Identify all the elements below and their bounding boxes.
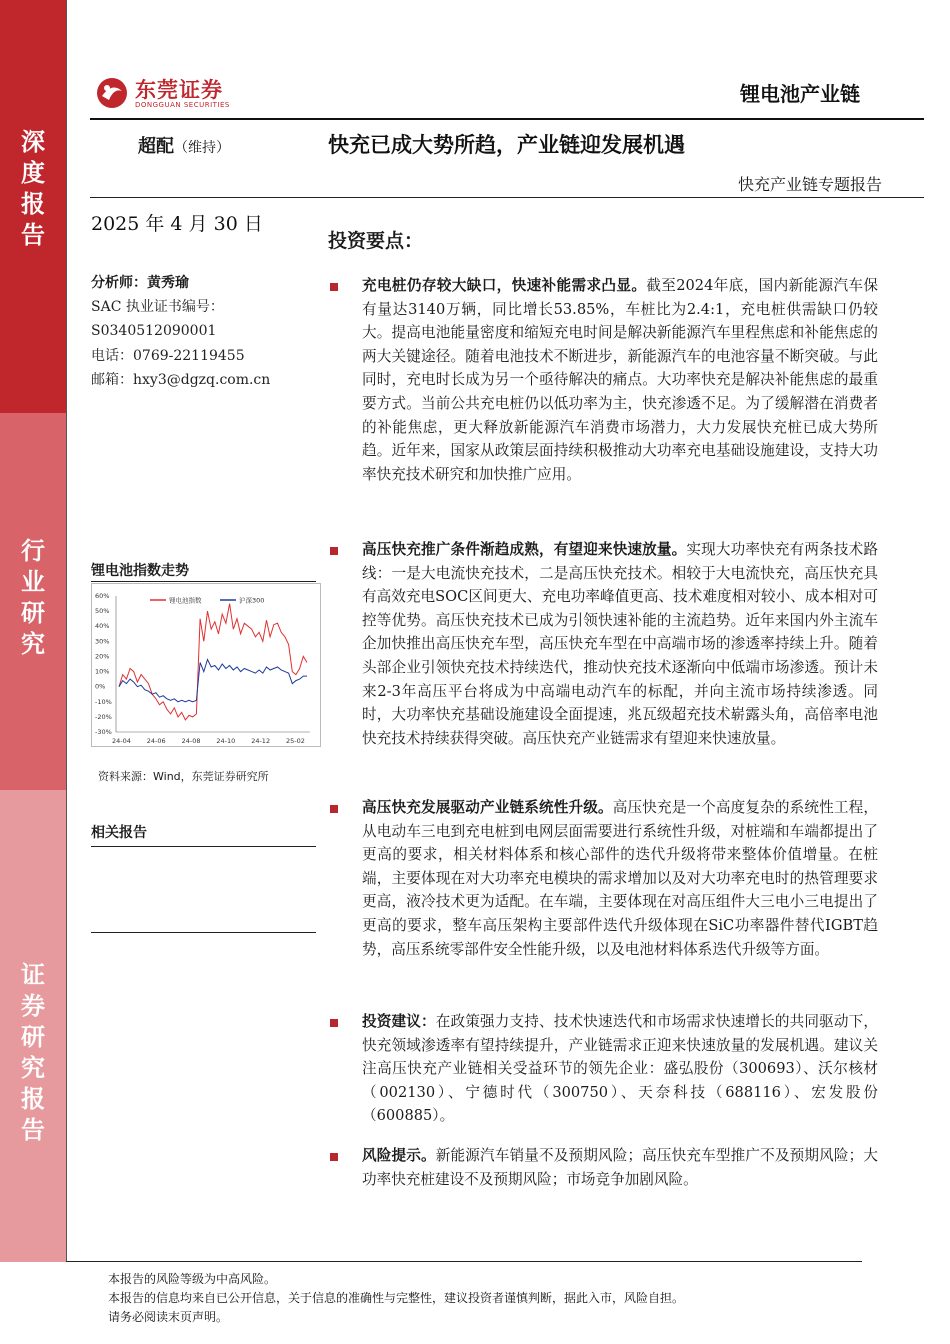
lithium-index-chart: [91, 583, 321, 747]
point-2-body: 实现大功率快充有两条技术路线：一是大电流快充技术，二是高压快充技术。相较于大电流快充，高压快充具有高效充电SOC区间更大、充电功率峰值更高、技术难度相对较小、成本相对可控等优势。高压快充技术已成为引领快速补能的主流趋势。近年来国内外主流车企加快推出高压快充车型，高压快充车型在中高端市场的渗透率持续上升。随着头部企业引领快充技术持续迭代，推动快充技术逐渐向中低端市场渗透。预计未来2-3年高压平台将成为中高端电动汽车的标配，并向主流市场持续渗透。同时，大功率快充基础设施建设全面提速，兆瓦级超充技术崭露头角，高倍率电池快充技术持续获得突破。高压快充产业链需求有望迎来快速放量。: [362, 541, 878, 747]
x-tick-label: 24-06: [146, 737, 166, 745]
point-3-title: 高压快充发展驱动产业链系统性升级。: [362, 799, 613, 816]
point-4: [362, 1010, 878, 1128]
sidebar-char-section3-0: 证: [21, 961, 45, 989]
phone-number: 电话：0769-22119455: [91, 348, 245, 364]
logo-chinese-name: 东莞证券: [135, 77, 223, 102]
sidebar-divider: [66, 0, 67, 1262]
y-tick-label: -30%: [95, 728, 112, 736]
y-tick-label: 50%: [95, 607, 110, 616]
x-tick-label: 25-02: [286, 737, 305, 745]
sidebar-char-section2-2: 研: [21, 599, 45, 627]
sidebar-char-section1-0: 深: [21, 128, 45, 156]
sidebar-char-section2-0: 行: [21, 537, 45, 565]
x-tick-label: 24-12: [251, 737, 271, 745]
report-subtitle: 快充产业链专题报告: [737, 175, 882, 194]
y-tick-label: -20%: [95, 712, 112, 721]
point-5: [362, 1144, 878, 1191]
chart-rule: [91, 581, 316, 582]
bullet-3: [330, 805, 338, 813]
sidebar-label-industry-research: [0, 536, 66, 660]
point-1-body: 截至2024年底，国内新能源汽车保有量达3140万辆，同比增长53.85%，车桩比为2.4:1，充电桩供需缺口仍较大。提高电池能量密度和缩短充电时间是解决新能源汽车里程焦虑和补能焦虑的两大关键途径。随着电池技术不断进步，新能源汽车的电池容量不断突破。与此同时，充电时长成为另一个亟待解决的痛点。大功率快充是解决补能焦虑的最重要方式。当前公共充电桩仍以低功率为主，快充渗透不足。为了缓解潜在消费者的补能焦虑，更大释放新能源汽车消费市场潜力，大力发展快充桩已成大势所趋。近年来，国家从政策层面持续积极推动大功率充电基础设施建设，支持大功率快充技术研究和加快推广应用。: [362, 277, 878, 483]
point-2: [362, 538, 878, 750]
legend-label-0: 锂电池指数: [169, 596, 202, 605]
sidebar-char-section1-3: 告: [21, 221, 45, 249]
report-title: 快充已成大势所趋，产业链迎发展机遇: [328, 133, 685, 157]
header-rule-top: [90, 118, 924, 120]
related-reports-heading: 相关报告: [91, 825, 147, 841]
point-1: [362, 274, 878, 486]
sidebar-char-section1-2: 报: [21, 190, 45, 218]
sidebar-char-section3-2: 研: [21, 1023, 45, 1051]
x-tick-label: 24-10: [216, 737, 236, 745]
point-3: [362, 796, 878, 961]
header-rule-bottom: [90, 197, 924, 198]
sidebar-label-securities-research-report: [0, 960, 66, 1146]
report-date: 2025 年 4 月 30 日: [91, 213, 263, 235]
y-tick-label: 20%: [95, 652, 110, 661]
sidebar-char-section2-1: 业: [21, 568, 45, 596]
logo-english-name: DONGGUAN SECURITIES: [135, 101, 230, 109]
investment-highlights-heading: 投资要点：: [328, 230, 424, 252]
footer-read-notice: 请务必阅读末页声明。: [108, 1310, 229, 1324]
legend-label-1: 沪深300: [239, 596, 265, 605]
sidebar-char-section3-1: 券: [21, 992, 45, 1020]
y-tick-label: 60%: [95, 592, 110, 600]
email-address: 邮箱：hxy3@dgzq.com.cn: [91, 372, 271, 388]
chart-source: 资料来源：Wind，东莞证券研究所: [98, 770, 269, 783]
y-tick-label: 0%: [95, 682, 106, 691]
point-3-body: 高压快充是一个高度复杂的系统性工程，从电动车三电到充电桩到电网层面需要进行系统性升级，对桩端和车端都提出了更高的要求，相关材料体系和核心部件的迭代升级将带来整体价值增量。在桩端，主要体现在对大功率充电模块的需求增加以及对大功率充电时的热管理要求更高，液冷技术更为适配。在车端，主要体现在对高压组件大三电小三电提出了更高的要求，整车高压架构主要部件迭代升级体现在SiC功率器件替代IGBT趋势，高压系统零部件安全性能升级，以及电池材料体系迭代升级等方面。: [362, 799, 878, 958]
point-4-title: 投资建议：: [362, 1013, 436, 1030]
y-tick-label: 30%: [95, 637, 110, 646]
footer-risk-level: 本报告的风险等级为中高风险。: [108, 1272, 277, 1286]
point-2-title: 高压快充推广条件渐趋成熟，有望迎来快速放量。: [362, 541, 687, 558]
series-line-lithium-index: [119, 604, 307, 720]
logo-mark-icon: [95, 76, 129, 110]
related-reports-rule-top: [91, 846, 316, 847]
chart-title: 锂电池指数走势: [91, 563, 189, 579]
cert-label: SAC 执业证书编号：: [91, 299, 224, 315]
y-tick-label: 10%: [95, 667, 110, 676]
point-5-title: 风险提示。: [362, 1147, 436, 1164]
point-5-body: 新能源汽车销量不及预期风险；高压快充车型推广不及预期风险；大功率快充桩建设不及预期风险；市场竞争加剧风险。: [362, 1147, 878, 1188]
y-tick-label: 40%: [95, 622, 110, 631]
point-4-body: 在政策强力支持、技术快速迭代和市场需求快速增长的共同驱动下，快充领域渗透率有望持续提升，产业链需求正迎来快速放量的发展机遇。建议关注高压快充产业链相关受益环节的领先企业：盛弘股份（300693）、沃尔核材（002130）、宁德时代（300750）、天奈科技（688116）、宏发股份（600885）。: [362, 1013, 878, 1125]
series-line-csi300: [119, 660, 307, 702]
related-reports-rule-bottom: [91, 932, 316, 933]
bullet-4: [330, 1019, 338, 1027]
point-1-title: 充电桩仍存较大缺口，快速补能需求凸显。: [362, 277, 647, 294]
footer-rule: [66, 1261, 862, 1262]
sidebar-char-section3-3: 究: [21, 1054, 45, 1082]
x-tick-label: 24-08: [181, 737, 201, 745]
x-tick-label: 24-04: [112, 737, 131, 745]
rating-value: 超配: [138, 136, 174, 157]
industry-name: 锂电池产业链: [740, 82, 860, 106]
analyst-name: 分析师：黄秀瑜: [91, 275, 189, 291]
sidebar-char-section2-3: 究: [21, 630, 45, 658]
bullet-5: [330, 1153, 338, 1161]
rating: [138, 132, 230, 158]
y-tick-label: -10%: [95, 697, 112, 706]
cert-number: S0340512090001: [91, 323, 217, 339]
bullet-1: [330, 283, 338, 291]
footer-disclaimer: 本报告的信息均来自已公开信息，关于信息的准确性与完整性，建议投资者谨慎判断，据此入市，风险自担。: [108, 1291, 685, 1305]
sidebar-char-section3-5: 告: [21, 1116, 45, 1144]
company-logo: [95, 74, 245, 114]
sidebar-char-section1-1: 度: [21, 159, 45, 187]
rating-note: （维持）: [174, 140, 230, 156]
sidebar-label-deep-report: [0, 127, 66, 251]
bullet-2: [330, 547, 338, 555]
sidebar-char-section3-4: 报: [21, 1085, 45, 1113]
